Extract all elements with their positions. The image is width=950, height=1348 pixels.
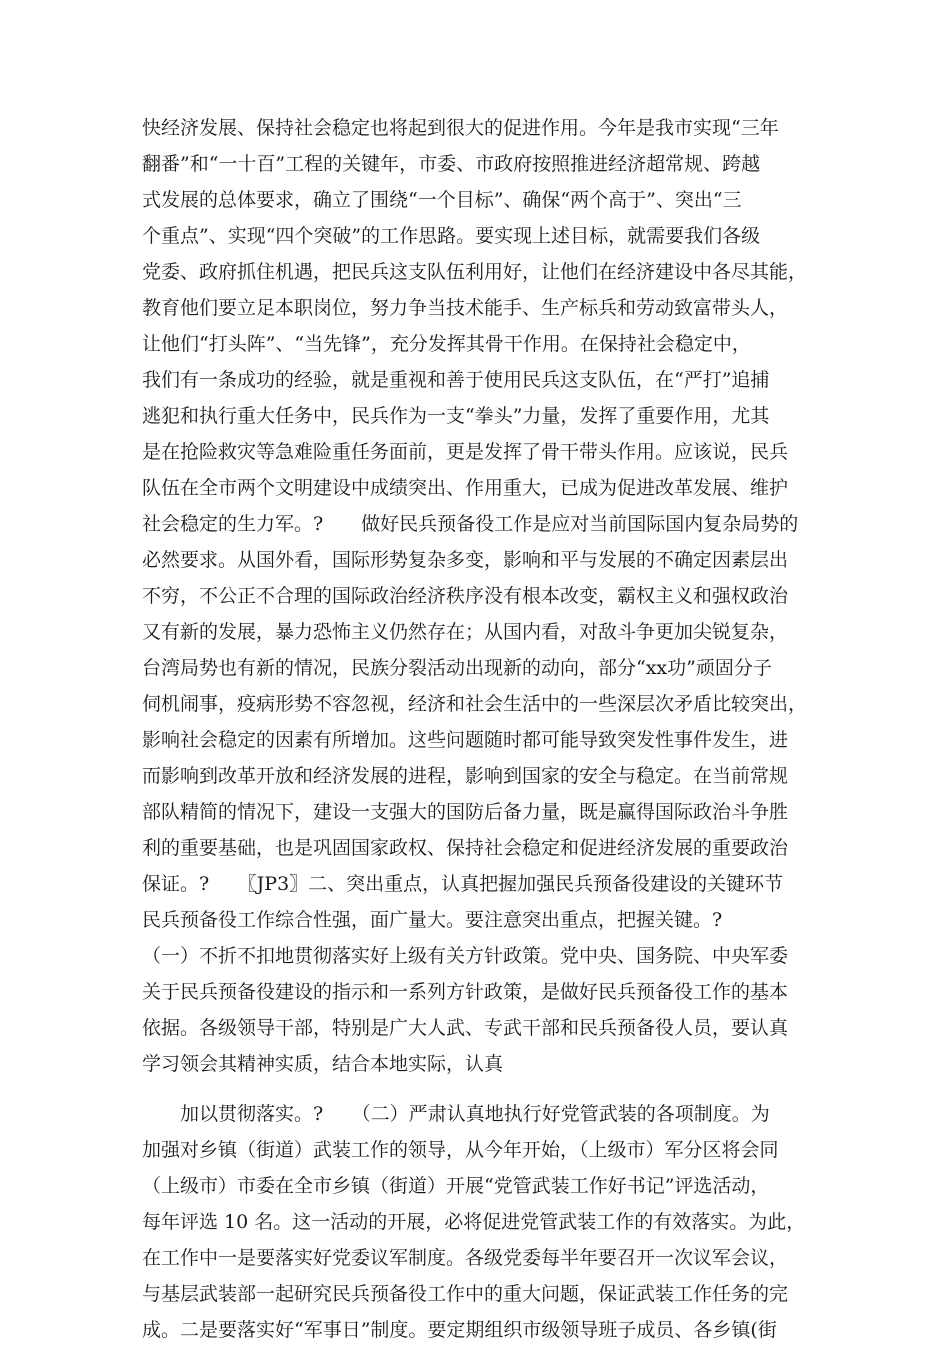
text-line: 社会稳定的生力军。? 做好民兵预备役工作是应对当前国际国内复杂局势的 — [142, 513, 799, 535]
text-line: 必然要求。从国外看，国际形势复杂多变，影响和平与发展的不确定因素层出 — [142, 549, 789, 571]
text-line: （一）不折不扣地贯彻落实好上级有关方针政策。党中央、国务院、中央军委 — [142, 945, 789, 967]
text-line: 式发展的总体要求，确立了围绕“一个目标”、确保“两个高于”、突出“三 — [142, 189, 742, 211]
text-line: 保证。? 〖JP3〗二、突出重点，认真把握加强民兵预备役建设的关键环节 — [142, 873, 784, 895]
text-line: 加强对乡镇（街道）武装工作的领导，从今年开始，（上级市）军分区将会同 — [142, 1139, 779, 1161]
text-line: 个重点”、实现“四个突破”的工作思路。要实现上述目标，就需要我们各级 — [142, 225, 761, 247]
text-line: 民兵预备役工作综合性强，面广量大。要注意突出重点，把握关键。? — [142, 909, 723, 931]
text-line: 影响社会稳定的因素有所增加。这些问题随时都可能导致突发性事件发生，进 — [142, 729, 789, 751]
text-line: 利的重要基础，也是巩固国家政权、保持社会稳定和促进经济发展的重要政治 — [142, 837, 789, 859]
text-line: 依据。各级领导干部，特别是广大人武、专武干部和民兵预备役人员，要认真 — [142, 1017, 789, 1039]
text-line: 又有新的发展，暴力恐怖主义仍然存在；从国内看，对敌斗争更加尖锐复杂， — [142, 621, 789, 643]
text-line: 学习领会其精神实质，结合本地实际，认真 — [142, 1053, 504, 1075]
text-line: 不穷，不公正不合理的国际政治经济秩序没有根本改变，霸权主义和强权政治 — [142, 585, 789, 607]
text-line: 成。二是要落实好“军事日”制度。要定期组织市级领导班子成员、各乡镇(街 — [142, 1319, 777, 1341]
text-line: 伺机闹事，疫病形势不容忽视，经济和社会生活中的一些深层次矛盾比较突出， — [142, 693, 808, 715]
text-line: 翻番”和“一十百”工程的关键年，市委、市政府按照推进经济超常规、跨越 — [142, 153, 761, 175]
text-line: 在工作中一是要落实好党委议军制度。各级党委每半年要召开一次议军会议， — [142, 1247, 789, 1269]
text-line: 与基层武装部一起研究民兵预备役工作中的重大问题，保证武装工作任务的完 — [142, 1283, 789, 1305]
text-line: 教育他们要立足本职岗位，努力争当技术能手、生产标兵和劳动致富带头人， — [142, 297, 789, 319]
text-line: 加以贯彻落实。? （二）严肃认真地执行好党管武装的各项制度。为 — [142, 1103, 770, 1125]
text-line: （上级市）市委在全市乡镇（街道）开展“党管武装工作好书记”评选活动， — [142, 1175, 770, 1197]
text-line: 部队精简的情况下，建设一支强大的国防后备力量，既是赢得国际政治斗争胜 — [142, 801, 789, 823]
text-line: 关于民兵预备役建设的指示和一系列方针政策，是做好民兵预备役工作的基本 — [142, 981, 789, 1003]
text-line: 让他们“打头阵”、“当先锋”，充分发挥其骨干作用。在保持社会稳定中， — [142, 333, 751, 355]
text-line: 每年评选 10 名。这一活动的开展，必将促进党管武装工作的有效落实。为此， — [142, 1211, 806, 1233]
text-line: 台湾局势也有新的情况，民族分裂活动出现新的动向，部分“xx功”顽固分子 — [142, 657, 772, 679]
text-line: 队伍在全市两个文明建设中成绩突出、作用重大，已成为促进改革发展、维护 — [142, 477, 789, 499]
text-line: 快经济发展、保持社会稳定也将起到很大的促进作用。今年是我市实现“三年 — [142, 117, 779, 139]
text-line: 而影响到改革开放和经济发展的进程，影响到国家的安全与稳定。在当前常规 — [142, 765, 789, 787]
text-line: 逃犯和执行重大任务中，民兵作为一支“拳头”力量，发挥了重要作用，尤其 — [142, 405, 770, 427]
text-line: 是在抢险救灾等急难险重任务面前，更是发挥了骨干带头作用。应该说，民兵 — [142, 441, 789, 463]
text-line: 我们有一条成功的经验，就是重视和善于使用民兵这支队伍，在“严打”追捕 — [142, 369, 770, 391]
text-line: 党委、政府抓住机遇，把民兵这支队伍利用好，让他们在经济建设中各尽其能， — [142, 261, 808, 283]
